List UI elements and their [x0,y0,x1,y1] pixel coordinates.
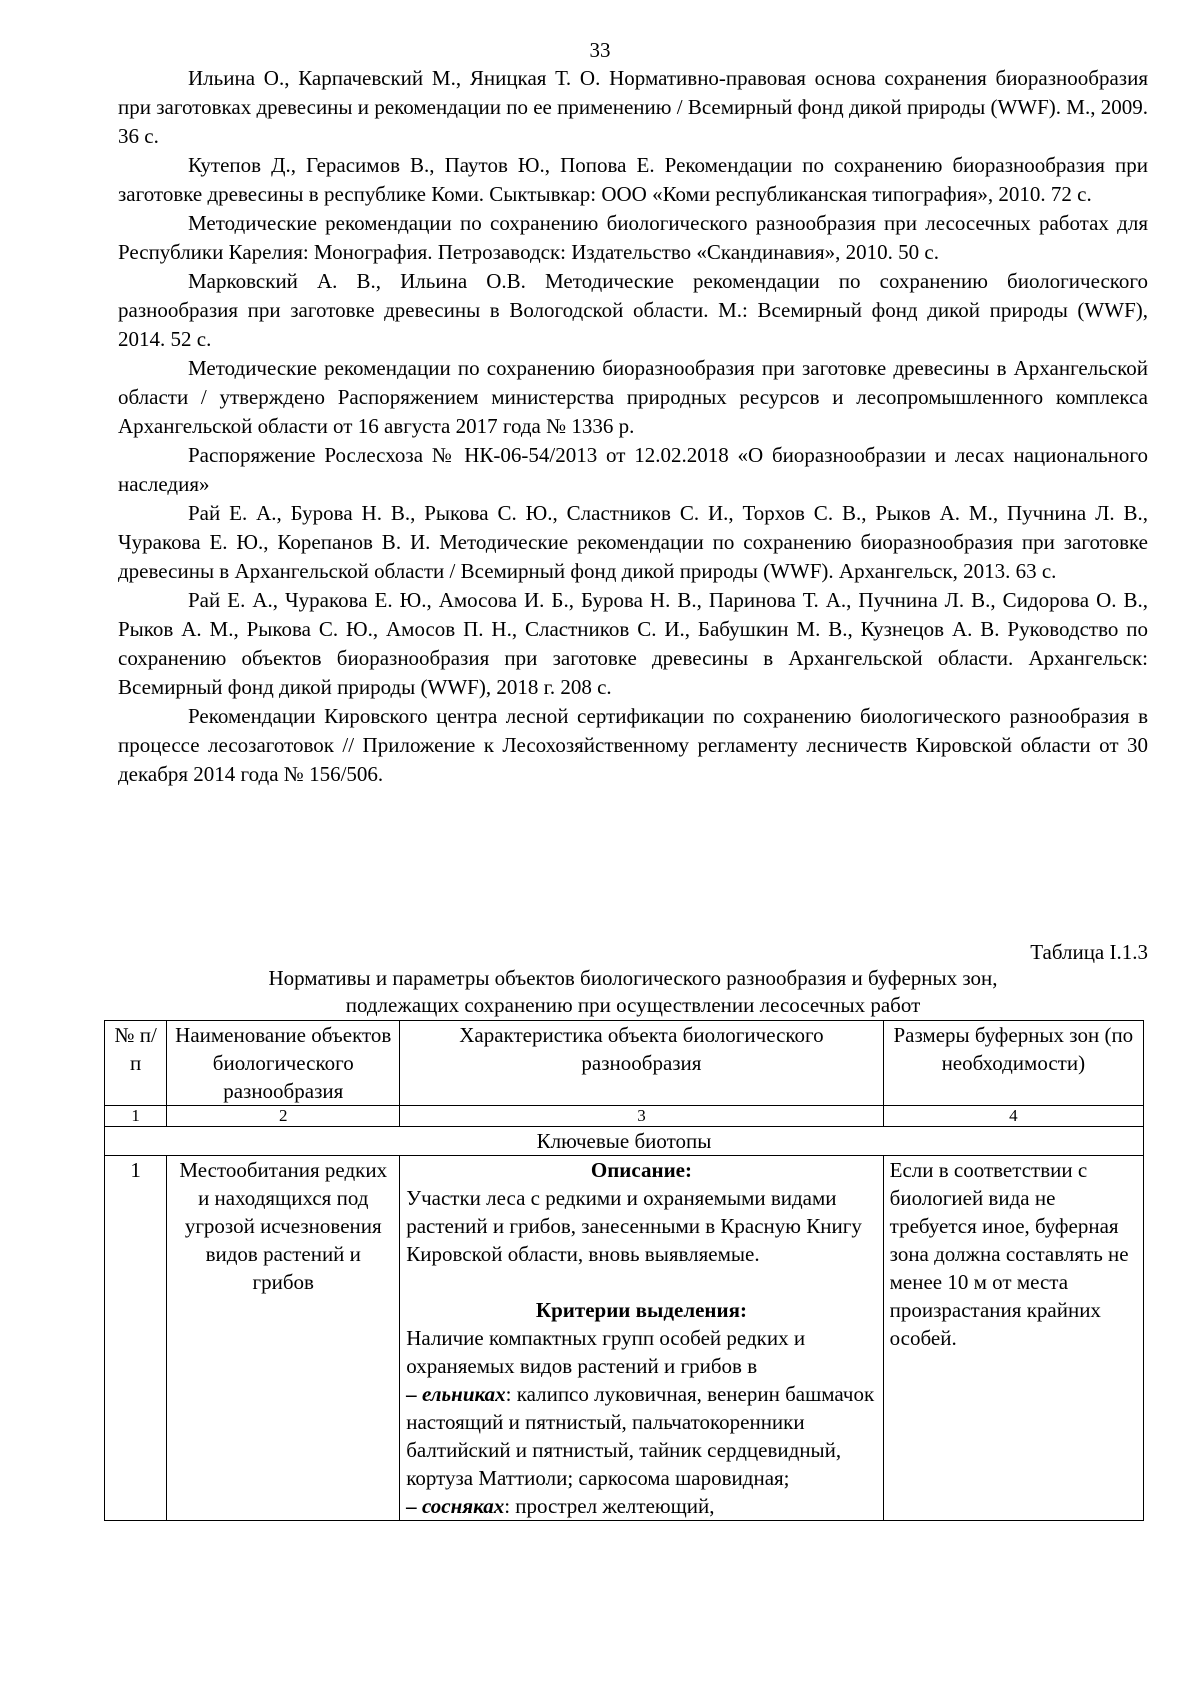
reference-item: Марковский А. В., Ильина О.В. Методические рекомендации по сохранению биологического разнообразия при заготовке древесины в Вологодской области. М.: Всемирный фонд дикой природы (WWF), 2014. 52 с. [118,269,1148,351]
reference-item: Методические рекомендации по сохранению биологического разнообразия при лесосечных работах для Республики Карелия: Монография. Петрозаводск: Издательство «Скандинавия», 2010. 50 с. [118,211,1148,264]
section-row [105,1127,1144,1156]
table-header-row [105,1021,1144,1106]
reference-list [118,64,1148,789]
reference-item: Распоряжение Рослесхоза № НК-06-54/2013 от 12.02.2018 «О биоразнообразии и лесах национального наследия» [118,443,1148,496]
reference-item: Методические рекомендации по сохранению биоразнообразия при заготовке древесины в Архангельской области / утверждено Распоряжением министерства природных ресурсов и лесопромышленного комплекса Архангельской области от 16 августа 2017 года № 1336 р. [118,356,1148,438]
column-number: 2 [167,1106,400,1127]
column-number: 1 [105,1106,167,1127]
reference-item: Кутепов Д., Герасимов В., Паутов Ю., Попова Е. Рекомендации по сохранению биоразнообразия при заготовке древесины в республике Коми. Сыктывкар: ООО «Коми республиканская типография», 2010. 72 с. [118,153,1148,206]
criteria-item-text: : калипсо луковичная, венерин башмачок настоящий и пятнистый, пальчатокоренники балтийский и пятнистый, тайник сердцевидный, кортуза Маттиоли; саркосома шаровидная; [406,1382,875,1490]
criteria-item-prefix: – [406,1382,422,1406]
header-object-name: Наименование объектов биологического разнообразия [167,1021,400,1106]
criteria-item-text: : прострел желтеющий, [504,1494,715,1518]
table-number: Таблица I.1.3 [1030,940,1148,964]
object-characteristic [400,1156,883,1521]
header-characteristic: Характеристика объекта биологического разнообразия [400,1021,883,1106]
reference-item: Рай Е. А., Чуракова Е. Ю., Амосова И. Б., Бурова Н. В., Паринова Т. А., Пучнина Л. В., Сидорова О. В., Рыков А. М., Рыкова С. Ю., Амосов П. Н., Сластников С. И., Бабушкин М. В., Кузнецов А. В. Руководство по сохранению объектов биоразнообразия при заготовке древесины в Архангельской области. Архангельск: Всемирный фонд дикой природы (WWF), 2018 г. 208 с. [118,588,1148,699]
table-caption-line: подлежащих сохранению при осуществлении лесосечных работ [345,993,921,1017]
row-number: 1 [105,1156,167,1521]
biodiversity-table [104,1020,1144,1521]
criteria-item-term: ельниках [421,1382,506,1406]
reference-item: Ильина О., Карпачевский М., Яницкая Т. О. Нормативно-правовая основа сохранения биоразнообразия при заготовках древесины и рекомендации по ее применению / Всемирный фонд дикой природы (WWF). М., 2009. 36 с. [118,66,1148,148]
description-title: Описание: [590,1158,692,1182]
reference-item: Рекомендации Кировского центра лесной сертификации по сохранению биологического разнообразия в процессе лесозаготовок // Приложение к Лесохозяйственному регламенту лесничеств Кировской области от 30 декабря 2014 года № 156/506. [118,704,1148,786]
criteria-title: Критерии выделения: [535,1298,747,1322]
table-caption-line: Нормативы и параметры объектов биологического разнообразия и буферных зон, [268,966,998,990]
column-number: 4 [883,1106,1143,1127]
table-caption [118,965,1148,1019]
section-title: Ключевые биотопы [105,1127,1144,1156]
criteria-item-term: сосняках [421,1494,505,1518]
buffer-zone: Если в соответствии с биологией вида не требуется иное, буферная зона должна составлять не менее 10 м от места произрастания крайних особей. [883,1156,1143,1521]
object-name: Местообитания редких и находящихся под угрозой исчезновения видов растений и грибов [167,1156,400,1521]
column-number-row [105,1106,1144,1127]
header-number: № п/п [105,1021,167,1106]
reference-item: Рай Е. А., Бурова Н. В., Рыкова С. Ю., Сластников С. И., Торхов С. В., Рыков А. М., Пучнина Л. В., Чуракова Е. Ю., Корепанов В. И. Методические рекомендации по сохранению биоразнообразия при заготовке древесины в Архангельской области / Всемирный фонд дикой природы (WWF). Архангельск, 2013. 63 с. [118,501,1148,583]
description-text: Участки леса с редкими и охраняемыми видами растений и грибов, занесенными в Красную Книгу Кировской области, вновь выявляемые. [406,1186,862,1266]
page-number: 33 [589,38,611,62]
column-number: 3 [400,1106,883,1127]
criteria-intro: Наличие компактных групп особей редких и охраняемых видов растений и грибов в [406,1326,806,1378]
table-row [105,1156,1144,1521]
header-buffer-size: Размеры буферных зон (по необходимости) [883,1021,1143,1106]
criteria-item [406,1492,876,1520]
criteria-item [406,1380,876,1492]
criteria-item-prefix: – [406,1494,422,1518]
